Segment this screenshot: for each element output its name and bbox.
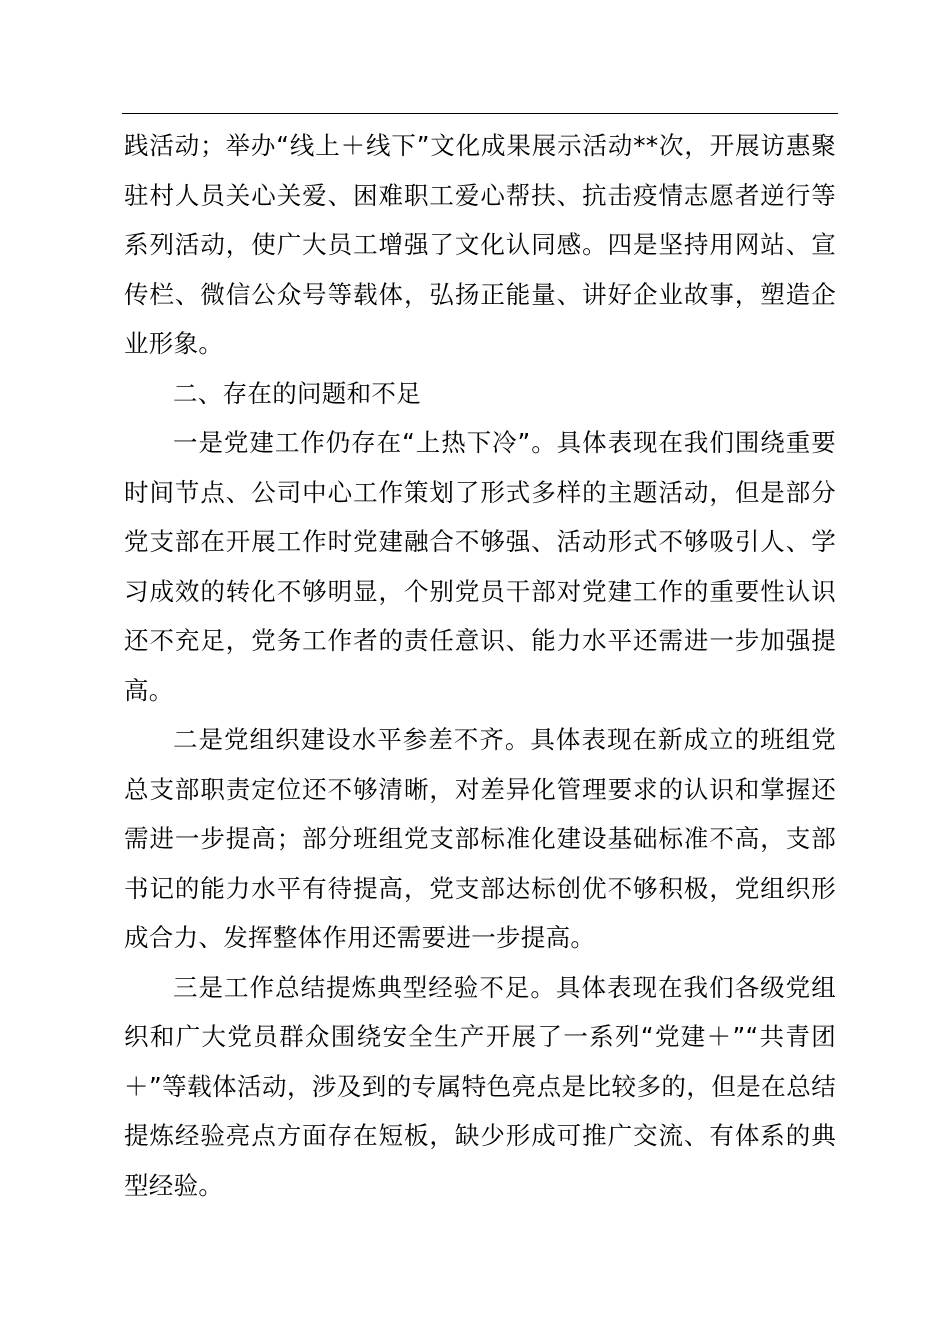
document-body: [124, 121, 836, 1210]
section-heading: 二、存在的问题和不足: [173, 378, 421, 408]
paragraph-issue-3: 三是工作总结提炼典型经验不足。具体表现在我们各级党组织和广大党员群众围绕安全生产开展了一系列“党建＋”“共青团＋”等载体活动，涉及到的专属特色亮点是比较多的，但是在总结提炼经验亮点方面存在短板，缺少形成可推广交流、有体系的典型经验。: [124, 972, 836, 1200]
header-rule: [122, 113, 838, 114]
paragraph-issue-1: 一是党建工作仍存在“上热下冷”。具体表现在我们围绕重要时间节点、公司中心工作策划了形式多样的主题活动，但是部分党支部在开展工作时党建融合不够强、活动形式不够吸引人、学习成效的转化不够明显，个别党员干部对党建工作的重要性认识还不充足，党务工作者的责任意识、能力水平还需进一步加强提高。: [124, 428, 836, 705]
paragraph-issue-2: 二是党组织建设水平参差不齐。具体表现在新成立的班组党总支部职责定位还不够清晰，对差异化管理要求的认识和掌握还需进一步提高；部分班组党支部标准化建设基础标准不高，支部书记的能力水平有待提高，党支部达标创优不够积极，党组织形成合力、发挥整体作用还需要进一步提高。: [124, 725, 836, 952]
paragraph-continuation: 践活动；举办“线上＋线下”文化成果展示活动**次，开展访惠聚驻村人员关心关爱、困难职工爱心帮扶、抗击疫情志愿者逆行等系列活动，使广大员工增强了文化认同感。四是坚持用网站、宣传栏、微信公众号等载体，弘扬正能量、讲好企业故事，塑造企业形象。: [124, 131, 836, 358]
